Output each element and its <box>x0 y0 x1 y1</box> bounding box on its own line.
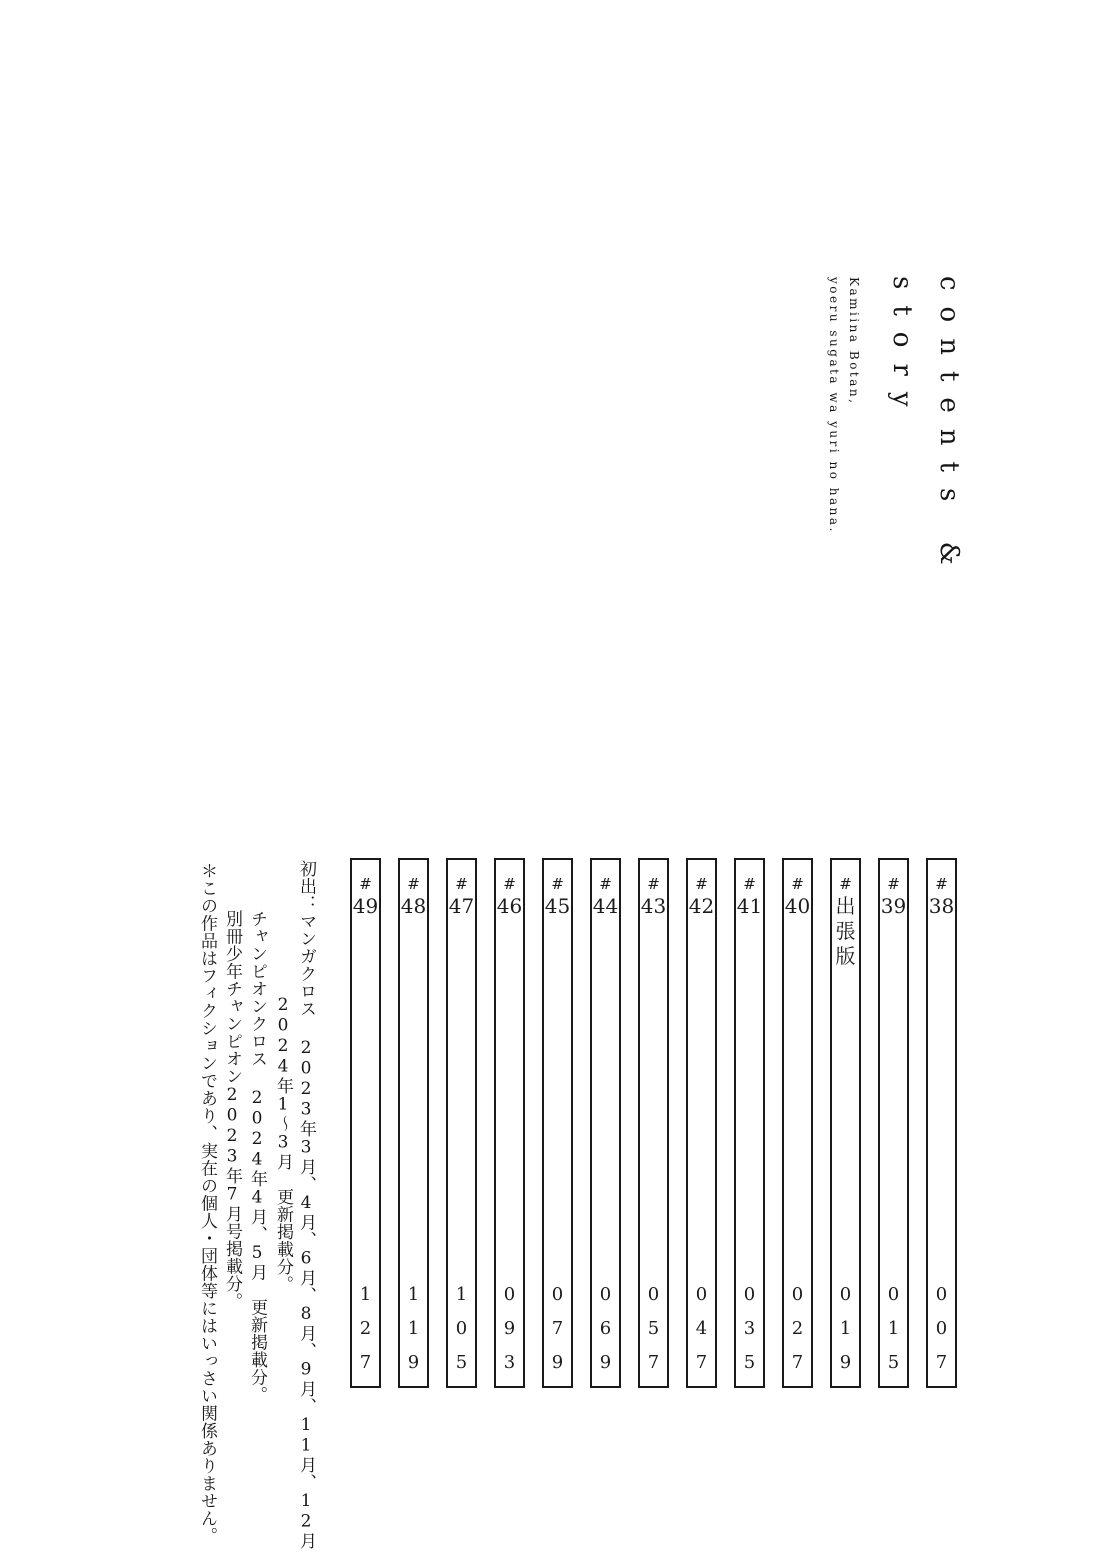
chapter-hash-symbol: # <box>887 875 900 893</box>
chapter-label <box>881 874 906 919</box>
chapter-label <box>497 874 522 919</box>
chapter-number: 44 <box>592 894 619 918</box>
chapter-page-number: 057 <box>643 1284 664 1386</box>
chapter-box <box>590 858 621 1388</box>
chapter-number: 39 <box>880 894 907 918</box>
fiction-disclaimer-note: ＊この作品はフィクションであり、実在の個人・団体等にはいっさい関係ありません。 <box>197 862 217 1545</box>
contents-title-line: contents & <box>934 276 964 581</box>
chapter-label <box>929 874 954 919</box>
chapter-page-number: 047 <box>691 1284 712 1386</box>
first-publication-note-col1: 初出：マンガクロス 2023年3月、4月、6月、8月、9月、11月、12月 <box>296 860 316 1550</box>
chapter-box <box>926 858 957 1388</box>
chapter-number: 出張版 <box>835 894 856 968</box>
chapter-page-number: 015 <box>883 1284 904 1386</box>
chapter-label <box>449 874 474 919</box>
chapter-page-number: 019 <box>835 1284 856 1386</box>
chapter-number: 45 <box>544 894 571 918</box>
chapter-page-number: 119 <box>403 1284 424 1386</box>
chapter-number: 38 <box>928 894 955 918</box>
chapter-box <box>542 858 573 1388</box>
chapter-number: 40 <box>784 894 811 918</box>
chapter-box <box>446 858 477 1388</box>
chapter-page-number: 079 <box>547 1284 568 1386</box>
chapter-label <box>689 874 714 919</box>
chapter-box <box>878 858 909 1388</box>
chapter-page-number: 069 <box>595 1284 616 1386</box>
chapter-label <box>785 874 810 919</box>
chapter-hash-symbol: # <box>935 875 948 893</box>
chapter-hash-symbol: # <box>743 875 756 893</box>
chapter-hash-symbol: # <box>839 875 852 893</box>
series-title-romaji-line2: yoeru sugata wa yuri no hana. <box>827 277 841 534</box>
chapter-box <box>782 858 813 1388</box>
chapter-number: 42 <box>688 894 715 918</box>
chapter-page-number: 007 <box>931 1284 952 1386</box>
series-title-romaji-line1: Kamiina Botan, <box>847 277 861 406</box>
chapter-hash-symbol: # <box>647 875 660 893</box>
chapter-label <box>353 874 378 919</box>
chapter-list <box>350 858 957 1388</box>
chapter-page-number: 093 <box>499 1284 520 1386</box>
first-publication-note-col2: 2024年1～3月 更新掲載分。 <box>273 995 293 1293</box>
chapter-hash-symbol: # <box>695 875 708 893</box>
series-title-romaji <box>824 277 864 534</box>
chapter-box <box>350 858 381 1388</box>
chapter-box <box>494 858 525 1388</box>
chapter-label <box>833 874 859 969</box>
chapter-box <box>830 858 861 1388</box>
chapter-page-number: 035 <box>739 1284 760 1386</box>
chapter-hash-symbol: # <box>599 875 612 893</box>
chapter-page-number: 027 <box>787 1284 808 1386</box>
chapter-hash-symbol: # <box>791 875 804 893</box>
chapter-number: 41 <box>736 894 763 918</box>
chapter-box <box>398 858 429 1388</box>
chapter-number: 49 <box>352 894 379 918</box>
story-title-line: story <box>887 276 917 423</box>
chapter-number: 48 <box>400 894 427 918</box>
chapter-box <box>734 858 765 1388</box>
chapter-hash-symbol: # <box>359 875 372 893</box>
chapter-box <box>686 858 717 1388</box>
first-publication-note-col3: チャンピオンクロス 2024年4月、5月 更新掲載分。 <box>247 910 267 1404</box>
chapter-number: 46 <box>496 894 523 918</box>
chapter-box <box>638 858 669 1388</box>
chapter-label <box>545 874 570 919</box>
chapter-number: 47 <box>448 894 475 918</box>
chapter-label <box>401 874 426 919</box>
chapter-page-number: 105 <box>451 1284 472 1386</box>
chapter-label <box>593 874 618 919</box>
chapter-hash-symbol: # <box>503 875 516 893</box>
chapter-number: 43 <box>640 894 667 918</box>
chapter-label <box>737 874 762 919</box>
first-publication-note-col4: 別冊少年チャンピオン2023年7月号掲載分。 <box>222 910 242 1310</box>
chapter-hash-symbol: # <box>455 875 468 893</box>
chapter-label <box>641 874 666 919</box>
chapter-hash-symbol: # <box>551 875 564 893</box>
chapter-page-number: 127 <box>355 1284 376 1386</box>
contents-and-story-title <box>878 276 972 581</box>
chapter-hash-symbol: # <box>407 875 420 893</box>
